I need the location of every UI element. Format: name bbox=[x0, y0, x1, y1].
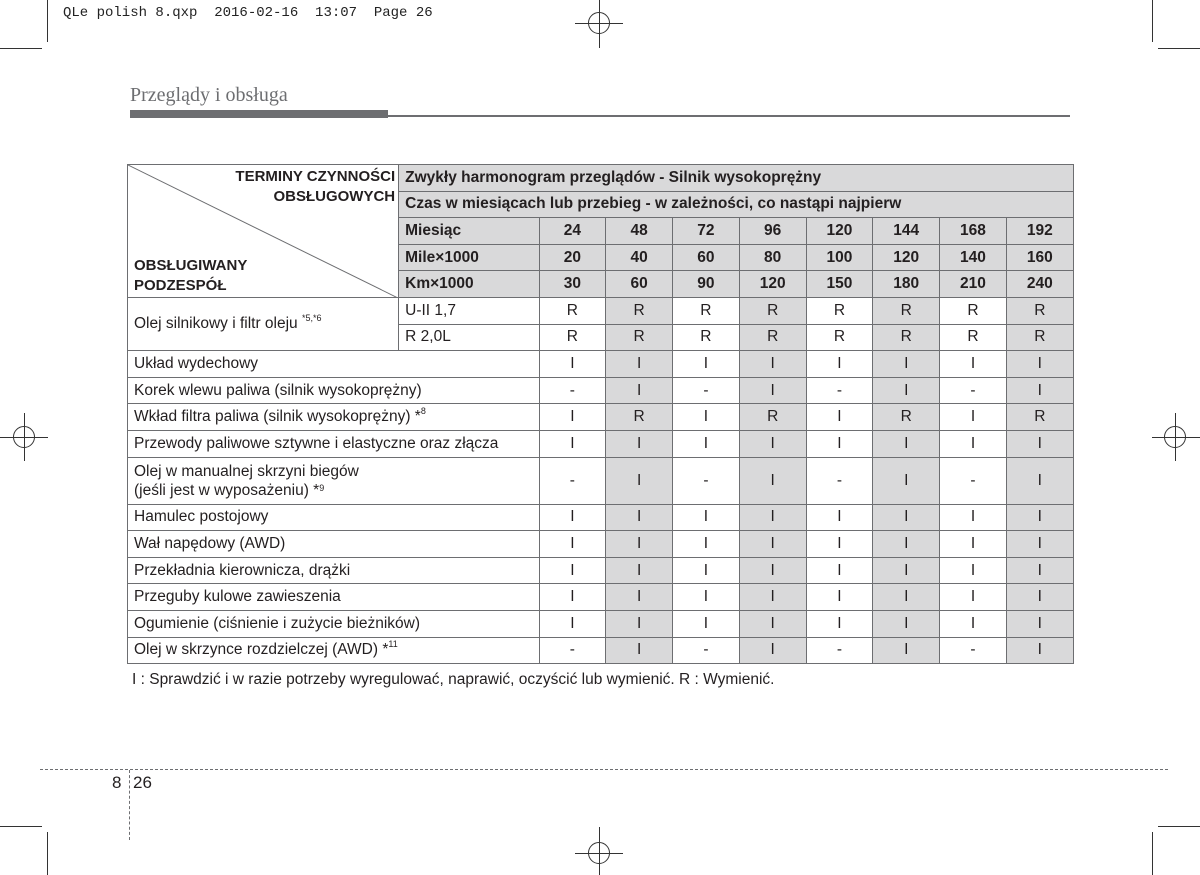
service-cell: I bbox=[739, 610, 806, 637]
service-cell: I bbox=[739, 430, 806, 457]
component-label-text: Wał napędowy (AWD) bbox=[134, 534, 286, 552]
service-cell: R bbox=[806, 324, 872, 351]
footnote-ref: 11 bbox=[388, 639, 398, 650]
table-row bbox=[128, 637, 1074, 664]
component-label-text: Przewody paliwowe sztywne i elastyczne oraz złącza bbox=[134, 434, 499, 452]
service-cell: R bbox=[739, 324, 806, 351]
service-cell: R bbox=[605, 297, 672, 324]
service-cell: I bbox=[673, 504, 739, 531]
service-cell: I bbox=[873, 610, 940, 637]
chapter-number: 8 bbox=[112, 773, 122, 792]
service-cell: - bbox=[673, 457, 739, 504]
service-cell: I bbox=[1006, 610, 1073, 637]
schedule-header: Zwykły harmonogram przeglądów - Silnik wysokoprężny bbox=[399, 165, 1074, 192]
service-cell: - bbox=[940, 457, 1006, 504]
engine-variant: R 2,0L bbox=[399, 324, 540, 351]
service-cell: I bbox=[605, 531, 672, 558]
component-label-text: Wkład filtra paliwa (silnik wysokoprężny) * bbox=[134, 408, 421, 426]
service-cell: R bbox=[739, 404, 806, 431]
interval-value: 96 bbox=[739, 218, 806, 245]
table-row bbox=[128, 430, 1074, 457]
component-label bbox=[128, 430, 540, 457]
component-label-text: Hamulec postojowy bbox=[134, 508, 269, 526]
legend-text: I : Sprawdzić i w razie potrzeby wyregulować, naprawić, oczyścić lub wymienić. R : Wymienić. bbox=[132, 671, 775, 688]
interval-value: 144 bbox=[873, 218, 940, 245]
service-cell: - bbox=[673, 637, 739, 664]
title-bar bbox=[130, 110, 388, 118]
table-row bbox=[128, 297, 1074, 324]
service-cell: I bbox=[873, 430, 940, 457]
service-cell: I bbox=[873, 504, 940, 531]
table-row bbox=[128, 610, 1074, 637]
service-cell: I bbox=[539, 351, 605, 378]
service-cell: I bbox=[806, 404, 872, 431]
service-cell: I bbox=[739, 457, 806, 504]
crop-mark bbox=[1158, 826, 1200, 827]
table-row bbox=[128, 531, 1074, 558]
service-cell: I bbox=[673, 610, 739, 637]
service-cell: I bbox=[806, 584, 872, 611]
table-row bbox=[128, 351, 1074, 378]
interval-value: 140 bbox=[940, 244, 1006, 271]
interval-value: 240 bbox=[1006, 271, 1073, 298]
service-cell: I bbox=[873, 377, 940, 404]
interval-value: 24 bbox=[539, 218, 605, 245]
interval-value: 100 bbox=[806, 244, 872, 271]
interval-value: 168 bbox=[940, 218, 1006, 245]
component-label-text: Ogumienie (ciśnienie i zużycie bieżników) bbox=[134, 614, 421, 632]
table-row bbox=[128, 377, 1074, 404]
title-rule bbox=[388, 115, 1070, 117]
service-cell: I bbox=[539, 404, 605, 431]
service-cell: I bbox=[806, 504, 872, 531]
service-cell: I bbox=[673, 531, 739, 558]
print-slug: QLe polish 8.qxp 2016-02-16 13:07 Page 26 bbox=[63, 5, 433, 21]
service-cell: I bbox=[873, 584, 940, 611]
crop-mark bbox=[47, 832, 48, 875]
service-cell: I bbox=[605, 430, 672, 457]
service-cell: - bbox=[539, 457, 605, 504]
service-cell: R bbox=[806, 297, 872, 324]
page-number: 26 bbox=[133, 773, 152, 792]
interval-value: 150 bbox=[806, 271, 872, 298]
service-cell: I bbox=[873, 557, 940, 584]
component-label-text: Olej w manualnej skrzyni biegów bbox=[134, 462, 359, 480]
service-cell: I bbox=[739, 531, 806, 558]
interval-value: 80 bbox=[739, 244, 806, 271]
crop-mark bbox=[1158, 48, 1200, 49]
service-cell: I bbox=[739, 351, 806, 378]
service-cell: I bbox=[806, 531, 872, 558]
service-cell: - bbox=[806, 637, 872, 664]
service-cell: I bbox=[539, 557, 605, 584]
interval-value: 40 bbox=[605, 244, 672, 271]
interval-value: 120 bbox=[806, 218, 872, 245]
service-cell: I bbox=[673, 351, 739, 378]
service-cell: I bbox=[806, 610, 872, 637]
service-cell: R bbox=[673, 297, 739, 324]
service-cell: I bbox=[539, 610, 605, 637]
service-cell: I bbox=[940, 404, 1006, 431]
service-cell: I bbox=[739, 557, 806, 584]
component-label bbox=[128, 584, 540, 611]
service-cell: I bbox=[605, 377, 672, 404]
component-label-text: Przekładnia kierownicza, drążki bbox=[134, 561, 351, 579]
component-label bbox=[128, 457, 540, 504]
service-cell: - bbox=[806, 457, 872, 504]
service-cell: - bbox=[539, 637, 605, 664]
service-cell: I bbox=[940, 584, 1006, 611]
service-cell: I bbox=[673, 557, 739, 584]
component-label bbox=[128, 637, 540, 664]
service-cell: I bbox=[940, 504, 1006, 531]
corner-top-label: TERMINY CZYNNOŚCI OBSŁUGOWYCH bbox=[235, 168, 396, 205]
service-cell: I bbox=[539, 531, 605, 558]
interval-value: 60 bbox=[673, 244, 739, 271]
interval-value: 180 bbox=[873, 271, 940, 298]
service-cell: I bbox=[940, 557, 1006, 584]
service-cell: R bbox=[1006, 404, 1073, 431]
component-label bbox=[128, 610, 540, 637]
interval-value: 90 bbox=[673, 271, 739, 298]
service-cell: R bbox=[940, 324, 1006, 351]
footer-divider bbox=[129, 770, 130, 840]
crop-mark bbox=[47, 0, 48, 42]
service-cell: I bbox=[1006, 557, 1073, 584]
interval-value: 120 bbox=[873, 244, 940, 271]
table-row bbox=[128, 457, 1074, 504]
interval-value: 72 bbox=[673, 218, 739, 245]
service-cell: I bbox=[605, 457, 672, 504]
service-cell: I bbox=[806, 351, 872, 378]
service-cell: - bbox=[539, 377, 605, 404]
service-cell: I bbox=[739, 377, 806, 404]
service-cell: I bbox=[806, 430, 872, 457]
service-cell: I bbox=[605, 637, 672, 664]
component-label-text: Olej silnikowy i filtr oleju bbox=[134, 315, 298, 333]
service-cell: I bbox=[605, 504, 672, 531]
service-cell: - bbox=[673, 377, 739, 404]
component-label bbox=[128, 504, 540, 531]
footer-rule bbox=[40, 769, 1168, 770]
service-cell: I bbox=[1006, 584, 1073, 611]
interval-value: 30 bbox=[539, 271, 605, 298]
table-corner-header bbox=[128, 165, 399, 298]
interval-label: Km×1000 bbox=[399, 271, 540, 298]
service-cell: R bbox=[940, 297, 1006, 324]
interval-value: 160 bbox=[1006, 244, 1073, 271]
interval-value: 210 bbox=[940, 271, 1006, 298]
section-title: Przeglądy i obsługa bbox=[130, 84, 288, 106]
service-cell: I bbox=[940, 610, 1006, 637]
table-row bbox=[128, 557, 1074, 584]
component-label-text: (jeśli jest w wyposażeniu) * bbox=[134, 481, 320, 499]
service-cell: - bbox=[940, 637, 1006, 664]
service-cell: I bbox=[605, 557, 672, 584]
service-cell: I bbox=[1006, 377, 1073, 404]
service-cell: I bbox=[873, 637, 940, 664]
service-cell: R bbox=[739, 297, 806, 324]
service-cell: I bbox=[539, 584, 605, 611]
service-cell: I bbox=[673, 430, 739, 457]
service-cell: I bbox=[539, 504, 605, 531]
interval-label: Miesiąc bbox=[399, 218, 540, 245]
table-row bbox=[128, 584, 1074, 611]
service-cell: I bbox=[873, 457, 940, 504]
service-cell: R bbox=[1006, 297, 1073, 324]
service-cell: R bbox=[605, 324, 672, 351]
component-label-text: Przeguby kulowe zawieszenia bbox=[134, 588, 341, 606]
service-cell: R bbox=[539, 324, 605, 351]
service-cell: I bbox=[739, 504, 806, 531]
footnote-ref: *5,*6 bbox=[301, 313, 322, 324]
component-label-text: Korek wlewu paliwa (silnik wysokoprężny) bbox=[134, 381, 422, 399]
interval-value: 48 bbox=[605, 218, 672, 245]
corner-bottom-label: OBSŁUGIWANY PODZESPÓŁ bbox=[134, 257, 248, 294]
table-row bbox=[128, 504, 1074, 531]
interval-value: 20 bbox=[539, 244, 605, 271]
service-cell: I bbox=[673, 584, 739, 611]
crop-mark bbox=[0, 826, 42, 827]
component-label bbox=[128, 351, 540, 378]
service-cell: I bbox=[940, 351, 1006, 378]
service-cell: I bbox=[940, 430, 1006, 457]
service-cell: I bbox=[1006, 457, 1073, 504]
interval-label: Mile×1000 bbox=[399, 244, 540, 271]
component-label bbox=[128, 297, 399, 350]
crop-mark bbox=[0, 48, 42, 49]
service-cell: R bbox=[673, 324, 739, 351]
service-cell: I bbox=[1006, 504, 1073, 531]
service-cell: I bbox=[806, 557, 872, 584]
service-cell: I bbox=[739, 584, 806, 611]
service-cell: - bbox=[940, 377, 1006, 404]
service-cell: I bbox=[539, 430, 605, 457]
service-cell: R bbox=[873, 324, 940, 351]
service-cell: I bbox=[605, 610, 672, 637]
service-cell: - bbox=[806, 377, 872, 404]
engine-variant: U-II 1,7 bbox=[399, 297, 540, 324]
service-cell: I bbox=[873, 531, 940, 558]
service-cell: I bbox=[605, 584, 672, 611]
service-cell: I bbox=[739, 637, 806, 664]
service-cell: R bbox=[873, 404, 940, 431]
table-row bbox=[128, 404, 1074, 431]
service-cell: I bbox=[673, 404, 739, 431]
component-label bbox=[128, 404, 540, 431]
service-cell: I bbox=[1006, 531, 1073, 558]
service-cell: R bbox=[1006, 324, 1073, 351]
service-cell: I bbox=[940, 531, 1006, 558]
interval-header: Czas w miesiącach lub przebieg - w zależności, co nastąpi najpierw bbox=[399, 191, 1074, 218]
component-label bbox=[128, 531, 540, 558]
interval-value: 192 bbox=[1006, 218, 1073, 245]
footnote-ref: 9 bbox=[319, 482, 325, 493]
maintenance-schedule-table bbox=[127, 164, 1074, 664]
service-cell: I bbox=[873, 351, 940, 378]
service-cell: I bbox=[1006, 430, 1073, 457]
service-cell: I bbox=[1006, 637, 1073, 664]
service-cell: I bbox=[1006, 351, 1073, 378]
component-label bbox=[128, 377, 540, 404]
interval-value: 60 bbox=[605, 271, 672, 298]
component-label-text: Olej w skrzynce rozdzielczej (AWD) * bbox=[134, 641, 389, 659]
service-cell: R bbox=[539, 297, 605, 324]
service-cell: R bbox=[873, 297, 940, 324]
crop-mark bbox=[1152, 832, 1153, 875]
component-label-text: Układ wydechowy bbox=[134, 354, 259, 372]
component-label bbox=[128, 557, 540, 584]
service-cell: I bbox=[605, 351, 672, 378]
service-cell: R bbox=[605, 404, 672, 431]
crop-mark bbox=[1152, 0, 1153, 42]
footnote-ref: 8 bbox=[420, 406, 426, 417]
interval-value: 120 bbox=[739, 271, 806, 298]
